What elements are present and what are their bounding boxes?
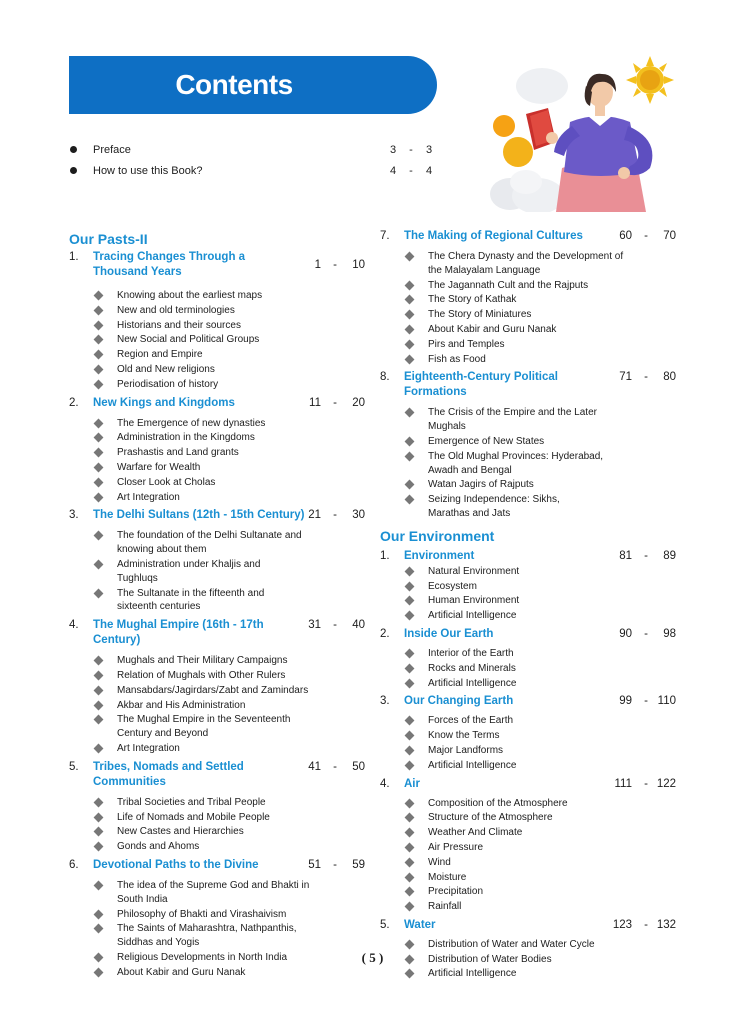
chapter-title[interactable]: Inside Our Earth bbox=[404, 627, 494, 640]
page-title: Contents bbox=[175, 69, 293, 100]
diamond-bullet-icon bbox=[405, 678, 415, 688]
list-item: Pirs and Temples bbox=[404, 338, 680, 352]
list-item: Administration in the Kingdoms bbox=[93, 431, 369, 445]
list-item: Distribution of Water and Water Cycle bbox=[404, 938, 680, 952]
chapter-title[interactable]: Water bbox=[404, 918, 436, 931]
chapter-title[interactable]: Environment bbox=[404, 549, 475, 562]
diamond-bullet-icon bbox=[94, 320, 104, 330]
page-number: ( 5 ) bbox=[361, 950, 384, 965]
diamond-bullet-icon bbox=[94, 379, 104, 389]
list-item: Rocks and Minerals bbox=[404, 662, 680, 676]
list-item: Structure of the Atmosphere bbox=[404, 811, 680, 825]
diamond-bullet-icon bbox=[405, 495, 415, 505]
diamond-bullet-icon bbox=[94, 685, 104, 695]
list-item: The foundation of the Delhi Sultanate and knowing about them bbox=[93, 529, 313, 557]
list-item: Knowing about the earliest maps bbox=[93, 289, 369, 303]
list-item: The Emergence of new dynasties bbox=[93, 417, 369, 431]
list-item: Closer Look at Cholas bbox=[93, 476, 369, 490]
diamond-bullet-icon bbox=[405, 310, 415, 320]
diamond-bullet-icon bbox=[94, 909, 104, 919]
diamond-bullet-icon bbox=[94, 492, 104, 502]
list-item: Interior of the Earth bbox=[404, 647, 680, 661]
diamond-bullet-icon bbox=[405, 842, 415, 852]
chapter-entry[interactable]: 1. Tracing Changes Through a Thousand Years 1 - 10 Knowing about the earliest maps New and old terminologies Historians and their sources New Social and Political Groups Region and Empire Old and New religions Periodisation of history bbox=[69, 250, 369, 392]
list-item: Periodisation of history bbox=[93, 378, 369, 392]
list-item: The idea of the Supreme God and Bhakti in South India bbox=[93, 879, 313, 907]
diamond-bullet-icon bbox=[405, 648, 415, 658]
diamond-bullet-icon bbox=[405, 716, 415, 726]
chapter-entry[interactable]: 6. Devotional Paths to the Divine 51 - 59 The idea of the Supreme God and Bhakti in South India Philosophy of Bhakti and Virashaivism The Saints of Maharashtra, Nathpanthis, Siddhas and Yogis Religious Developments in North India About Kabir and Guru Nanak bbox=[69, 858, 369, 980]
diamond-bullet-icon bbox=[94, 967, 104, 977]
list-item: Artificial Intelligence bbox=[404, 759, 680, 773]
diamond-bullet-icon bbox=[94, 880, 104, 890]
diamond-bullet-icon bbox=[405, 596, 415, 606]
diamond-bullet-icon bbox=[405, 798, 415, 808]
section-heading: Our Environment bbox=[380, 527, 495, 544]
diamond-bullet-icon bbox=[94, 827, 104, 837]
diamond-bullet-icon bbox=[405, 354, 415, 364]
list-item: The Jagannath Cult and the Rajputs bbox=[404, 279, 680, 293]
topic-list bbox=[380, 406, 680, 520]
diamond-bullet-icon bbox=[405, 902, 415, 912]
list-item: Artificial Intelligence bbox=[404, 609, 680, 623]
diamond-bullet-icon bbox=[94, 350, 104, 360]
topic-list bbox=[69, 529, 369, 614]
front-matter-item[interactable]: Preface 3 - 3 bbox=[69, 142, 439, 163]
chapter-title[interactable]: Our Changing Earth bbox=[404, 695, 514, 708]
contents-banner bbox=[69, 56, 437, 114]
topic-list bbox=[380, 714, 680, 772]
topic-list bbox=[380, 250, 680, 366]
diamond-bullet-icon bbox=[405, 252, 415, 262]
diamond-bullet-icon bbox=[405, 760, 415, 770]
chapter-title[interactable]: The Mughal Empire (16th - 17th Century) bbox=[93, 619, 264, 647]
list-item: Administration under Khaljis and Tughluqs bbox=[93, 558, 273, 586]
chapter-title[interactable]: Air bbox=[404, 777, 420, 790]
list-item: Tribal Societies and Tribal People bbox=[93, 796, 369, 810]
list-item: Distribution of Water Bodies bbox=[404, 953, 680, 967]
chapter-title[interactable]: Devotional Paths to the Divine bbox=[93, 858, 259, 871]
diamond-bullet-icon bbox=[405, 828, 415, 838]
chapter-entry[interactable]: 5. Water 123 - 132 Distribution of Water and Water Cycle Distribution of Water Bodies Artificial Intelligence bbox=[380, 918, 680, 981]
list-item: The Sultanate in the fifteenth and sixteenth centuries bbox=[93, 587, 273, 615]
front-matter-item[interactable]: How to use this Book? 4 - 4 bbox=[69, 163, 439, 184]
chapter-title[interactable]: Tracing Changes Through a Thousand Years bbox=[93, 251, 246, 278]
list-item: Major Landforms bbox=[404, 744, 680, 758]
list-item: Mughals and Their Military Campaigns bbox=[93, 654, 369, 668]
list-item: Life of Nomads and Mobile People bbox=[93, 811, 369, 825]
list-item: Relation of Mughals with Other Rulers bbox=[93, 669, 369, 683]
topic-list bbox=[380, 647, 680, 690]
list-item: New Castes and Hierarchies bbox=[93, 825, 369, 839]
diamond-bullet-icon bbox=[94, 365, 104, 375]
diamond-bullet-icon bbox=[94, 418, 104, 428]
list-item: Weather And Climate bbox=[404, 826, 680, 840]
list-item: Historians and their sources bbox=[93, 319, 369, 333]
front-matter-list bbox=[69, 142, 439, 184]
list-item: Old and New religions bbox=[93, 363, 369, 377]
list-item: The Mughal Empire in the Seventeenth Century and Beyond bbox=[93, 713, 313, 741]
list-item: Natural Environment bbox=[404, 565, 680, 579]
topic-list bbox=[69, 417, 369, 505]
diamond-bullet-icon bbox=[405, 872, 415, 882]
diamond-bullet-icon bbox=[405, 813, 415, 823]
list-item: Region and Empire bbox=[93, 348, 369, 362]
chapter-entry[interactable]: 4. Air 111 - 122 Composition of the Atmosphere Structure of the Atmosphere Weather And Climate Air Pressure Wind Moisture Precipitation Rainfall bbox=[380, 777, 680, 914]
list-item: Human Environment bbox=[404, 594, 680, 608]
woman-reading-book-illustration bbox=[490, 56, 680, 212]
list-item: Artificial Intelligence bbox=[404, 677, 680, 691]
diamond-bullet-icon bbox=[94, 700, 104, 710]
right-column bbox=[380, 229, 680, 982]
bullet-icon bbox=[70, 146, 77, 153]
topic-list bbox=[380, 797, 680, 914]
list-item: Composition of the Atmosphere bbox=[404, 797, 680, 811]
diamond-bullet-icon bbox=[94, 477, 104, 487]
topic-list bbox=[69, 289, 369, 392]
diamond-bullet-icon bbox=[94, 812, 104, 822]
chapter-entry[interactable]: 7. The Making of Regional Cultures 60 - 70 The Chera Dynasty and the Development of the Malayalam Language The Jagannath Cult and the Rajputs The Story of Kathak The Story of Miniatures About Kabir and Guru Nanak Pirs and Temples Fish as Food bbox=[380, 229, 680, 366]
diamond-bullet-icon bbox=[94, 656, 104, 666]
topic-list bbox=[69, 654, 369, 756]
diamond-bullet-icon bbox=[405, 295, 415, 305]
chapter-title[interactable]: Eighteenth-Century Political Formations bbox=[404, 371, 558, 399]
list-item: Moisture bbox=[404, 871, 680, 885]
chapter-entry[interactable]: 2. New Kings and Kingdoms 11 - 20 The Emergence of new dynasties Administration in the Kingdoms Prashastis and Land grants Warfare for Wealth Closer Look at Cholas Art Integration bbox=[69, 396, 369, 505]
diamond-bullet-icon bbox=[94, 291, 104, 301]
list-item: The Crisis of the Empire and the Later Mughals bbox=[404, 406, 624, 434]
diamond-bullet-icon bbox=[94, 448, 104, 458]
chapter-entry[interactable]: 4. The Mughal Empire (16th - 17th Century) 31 - 40 Mughals and Their Military Campaigns Relation of Mughals with Other Rulers Mansabdars/Jagirdars/Zabt and Zamindars Akbar and His Administration The Mughal Empire in the Seventeenth Century and Beyond Art Integration bbox=[69, 618, 369, 756]
list-item: The Story of Miniatures bbox=[404, 308, 680, 322]
diamond-bullet-icon bbox=[405, 731, 415, 741]
diamond-bullet-icon bbox=[405, 325, 415, 335]
chapter-title[interactable]: The Making of Regional Cultures bbox=[404, 230, 583, 242]
diamond-bullet-icon bbox=[405, 339, 415, 349]
list-item: Art Integration bbox=[93, 491, 369, 505]
diamond-bullet-icon bbox=[405, 611, 415, 621]
list-item: Gonds and Ahoms bbox=[93, 840, 369, 854]
topic-list bbox=[69, 796, 369, 854]
our-pasts-column bbox=[69, 230, 369, 980]
list-item: The Old Mughal Provinces: Hyderabad, Awadh and Bengal bbox=[404, 450, 624, 478]
chapter-entry[interactable]: 2. Inside Our Earth 90 - 98 Interior of the Earth Rocks and Minerals Artificial Intelligence bbox=[380, 627, 680, 690]
list-item: Ecosystem bbox=[404, 580, 680, 594]
section-heading: Our Pasts-II bbox=[69, 231, 148, 247]
diamond-bullet-icon bbox=[94, 924, 104, 934]
chapter-entry[interactable]: 3. The Delhi Sultans (12th - 15th Century) 21 - 30 The foundation of the Delhi Sultanate and knowing about them Administration under Khaljis and Tughluqs The Sultanate in the fifteenth and sixteenth centuries bbox=[69, 508, 369, 614]
diamond-bullet-icon bbox=[405, 451, 415, 461]
chapter-entry[interactable]: 3. Our Changing Earth 99 - 110 Forces of the Earth Know the Terms Major Landforms Artificial Intelligence bbox=[380, 694, 680, 772]
diamond-bullet-icon bbox=[405, 857, 415, 867]
list-item: Artificial Intelligence bbox=[404, 967, 680, 981]
diamond-bullet-icon bbox=[94, 335, 104, 345]
diamond-bullet-icon bbox=[405, 939, 415, 949]
list-item: Rainfall bbox=[404, 900, 680, 914]
diamond-bullet-icon bbox=[94, 670, 104, 680]
diamond-bullet-icon bbox=[405, 437, 415, 447]
list-item: The Story of Kathak bbox=[404, 293, 680, 307]
diamond-bullet-icon bbox=[405, 408, 415, 418]
diamond-bullet-icon bbox=[94, 433, 104, 443]
list-item: Warfare for Wealth bbox=[93, 461, 369, 475]
list-item: Wind bbox=[404, 856, 680, 870]
list-item: Know the Terms bbox=[404, 729, 680, 743]
chapter-entry[interactable]: 5. Tribes, Nomads and Settled Communities 41 - 50 Tribal Societies and Tribal People Life of Nomads and Mobile People New Castes and Hierarchies Gonds and Ahoms bbox=[69, 760, 369, 854]
list-item: New Social and Political Groups bbox=[93, 333, 369, 347]
diamond-bullet-icon bbox=[94, 531, 104, 541]
diamond-bullet-icon bbox=[405, 745, 415, 755]
diamond-bullet-icon bbox=[94, 715, 104, 725]
diamond-bullet-icon bbox=[94, 842, 104, 852]
list-item: The Saints of Maharashtra, Nathpanthis, Siddhas and Yogis bbox=[93, 922, 313, 950]
diamond-bullet-icon bbox=[405, 887, 415, 897]
list-item: Air Pressure bbox=[404, 841, 680, 855]
list-item: Watan Jagirs of Rajputs bbox=[404, 478, 680, 492]
list-item: Fish as Food bbox=[404, 353, 680, 367]
diamond-bullet-icon bbox=[94, 743, 104, 753]
chapter-title[interactable]: Tribes, Nomads and Settled Communities bbox=[93, 760, 244, 788]
list-item: Emergence of New States bbox=[404, 435, 680, 449]
diamond-bullet-icon bbox=[94, 463, 104, 473]
diamond-bullet-icon bbox=[94, 588, 104, 598]
list-item: Mansabdars/Jagirdars/Zabt and Zamindars bbox=[93, 684, 369, 698]
bullet-icon bbox=[70, 167, 77, 174]
diamond-bullet-icon bbox=[405, 663, 415, 673]
list-item: Forces of the Earth bbox=[404, 714, 680, 728]
list-item: Religious Developments in North India bbox=[93, 951, 369, 965]
diamond-bullet-icon bbox=[94, 560, 104, 570]
list-item: Akbar and His Administration bbox=[93, 699, 369, 713]
topic-list bbox=[380, 565, 680, 623]
list-item: Art Integration bbox=[93, 742, 369, 756]
diamond-bullet-icon bbox=[94, 305, 104, 315]
list-item: The Chera Dynasty and the Development of the Malayalam Language bbox=[404, 250, 634, 278]
list-item: Seizing Independence: Sikhs, Marathas and Jats bbox=[404, 493, 604, 521]
list-item: About Kabir and Guru Nanak bbox=[93, 966, 369, 980]
list-item: New and old terminologies bbox=[93, 304, 369, 318]
chapter-entry[interactable]: 8. Eighteenth-Century Political Formations 71 - 80 The Crisis of the Empire and the Later Mughals Emergence of New States The Old Mughal Provinces: Hyderabad, Awadh and Bengal Watan Jagirs of Rajputs Seizing Independence: Sikhs, Marathas and Jats bbox=[380, 370, 680, 520]
chapter-entry[interactable]: 1. Environment 81 - 89 Natural Environment Ecosystem Human Environment Artificial Intelligence bbox=[380, 549, 680, 623]
list-item: Philosophy of Bhakti and Virashaivism bbox=[93, 908, 369, 922]
list-item: Precipitation bbox=[404, 885, 680, 899]
diamond-bullet-icon bbox=[405, 581, 415, 591]
diamond-bullet-icon bbox=[405, 566, 415, 576]
list-item: About Kabir and Guru Nanak bbox=[404, 323, 680, 337]
diamond-bullet-icon bbox=[94, 797, 104, 807]
chapter-title[interactable]: The Delhi Sultans (12th - 15th Century) bbox=[93, 509, 305, 522]
diamond-bullet-icon bbox=[405, 280, 415, 290]
diamond-bullet-icon bbox=[405, 969, 415, 979]
diamond-bullet-icon bbox=[405, 480, 415, 490]
list-item: Prashastis and Land grants bbox=[93, 446, 369, 460]
chapter-title[interactable]: New Kings and Kingdoms bbox=[93, 396, 235, 409]
